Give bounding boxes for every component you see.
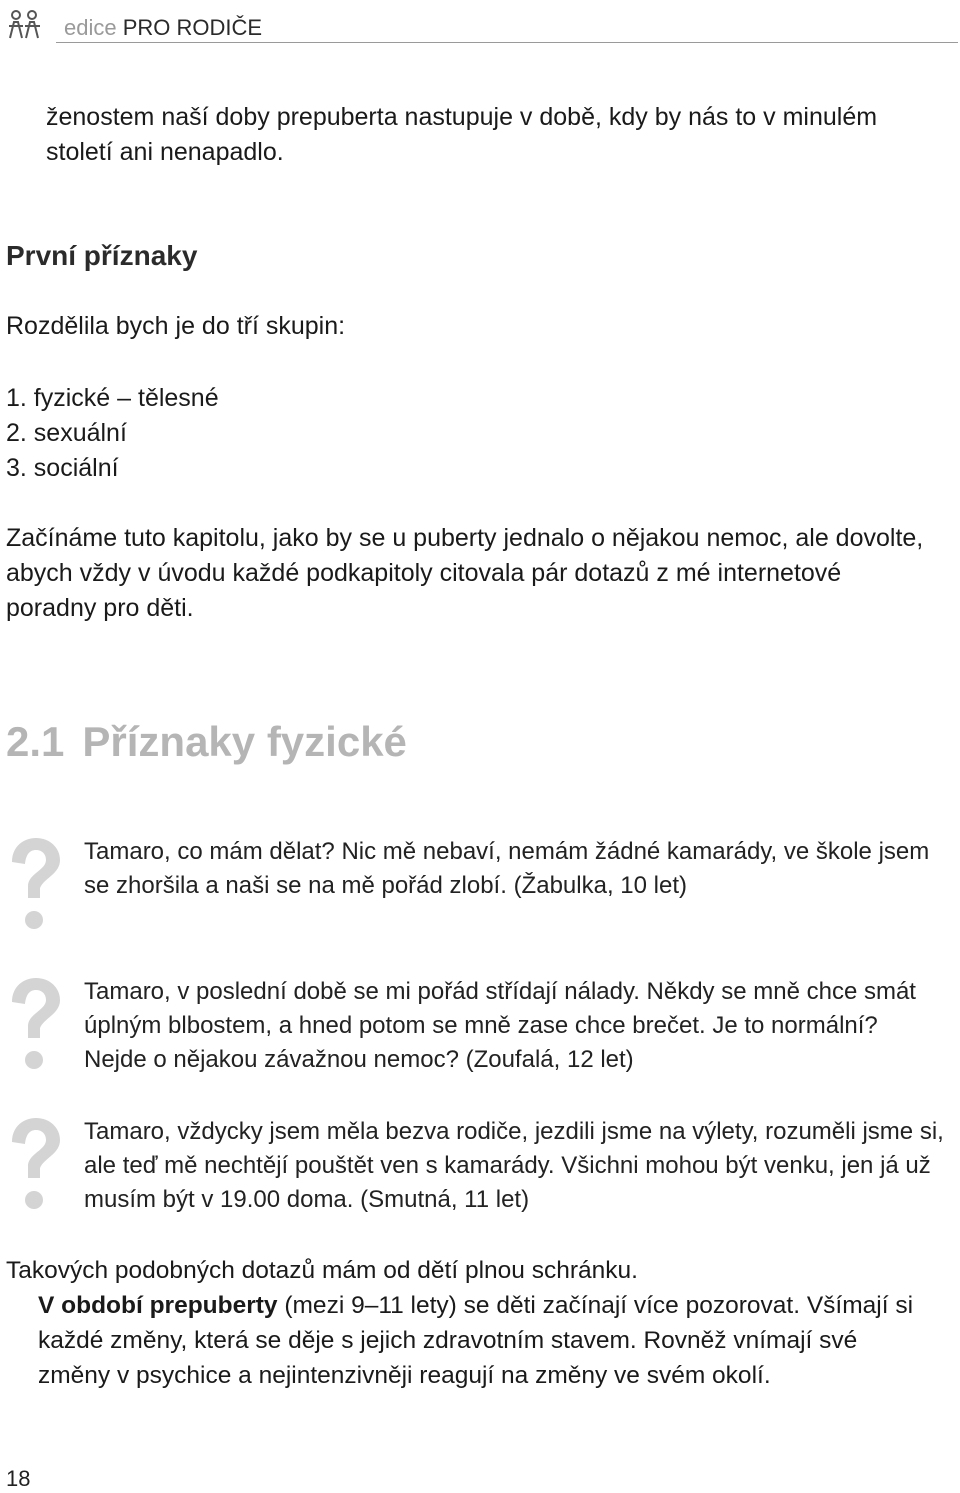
section-heading [6, 712, 407, 772]
question-mark-icon [6, 1116, 62, 1212]
section-title: Příznaky fyzické [82, 718, 407, 765]
chapter-intro-paragraph: Začínáme tuto kapitolu, jako by se u puberty jednalo o nějakou nemoc, ale dovolte, abych vždy v úvodu každé podkapitoly citovala pár dotazů z mé internetové poradny pro děti. [6, 524, 924, 622]
page-header [0, 0, 960, 46]
page-number: 18 [6, 1466, 31, 1491]
first-signs-heading: První příznaky [6, 240, 198, 271]
question-mark-icon [6, 976, 62, 1072]
intro-paragraph: ženostem naší doby prepuberta nastupuje v době, kdy by nás to v minulém století ani nenapadlo. [46, 103, 878, 166]
header-divider [56, 42, 958, 43]
closing-line: Takových podobných dotazů mám od dětí plnou schránku. [6, 1257, 638, 1284]
list-item: 3. sociální [6, 454, 119, 482]
prepuberty-paragraph [6, 1288, 936, 1393]
prepuberty-text: (mezi 9–11 lety) se děti začínají více pozorovat. Všímají si každé změny, která se děje s jejich zdravotním stavem. Rovněž vnímají své změny v psychice a nejintenzivněji reagují na změny ve svém okolí. [38, 1292, 914, 1389]
prepuberty-term: V období prepuberty [38, 1292, 278, 1319]
symptom-groups-list [6, 381, 219, 486]
reader-question: Tamaro, vždycky jsem měla bezva rodiče, jezdili jsme na výlety, rozuměli jsme si, ale teď mě nechtějí pouštět ven s kamarády. Všichni mohou být venku, jen já už musím být v 19.00 doma. (Smutná, 11 let) [84, 1118, 944, 1213]
first-signs-lead: Rozdělila bych je do tří skupin: [6, 312, 346, 340]
family-logo-icon [6, 8, 46, 40]
series-title-light: edice [64, 15, 117, 40]
reader-question: Tamaro, v poslední době se mi pořád střídají nálady. Někdy se mně chce smát úplným blbostem, a hned potom se mně zase chce brečet. Je to normální? Nejde o nějakou závažnou nemoc? (Zoufalá, 12 let) [84, 978, 916, 1073]
question-mark-icon [6, 836, 62, 932]
reader-question: Tamaro, co mám dělat? Nic mě nebaví, nemám žádné kamarády, ve škole jsem se zhoršila a naši se na mě pořád zlobí. (Žabulka, 10 let) [84, 838, 930, 899]
list-item: 2. sexuální [6, 419, 127, 447]
series-title-dark: PRO RODIČE [122, 15, 263, 40]
closing-paragraph [6, 1253, 936, 1393]
series-title [64, 14, 262, 42]
list-item: 1. fyzické – tělesné [6, 384, 219, 412]
section-number: 2.1 [6, 718, 65, 765]
